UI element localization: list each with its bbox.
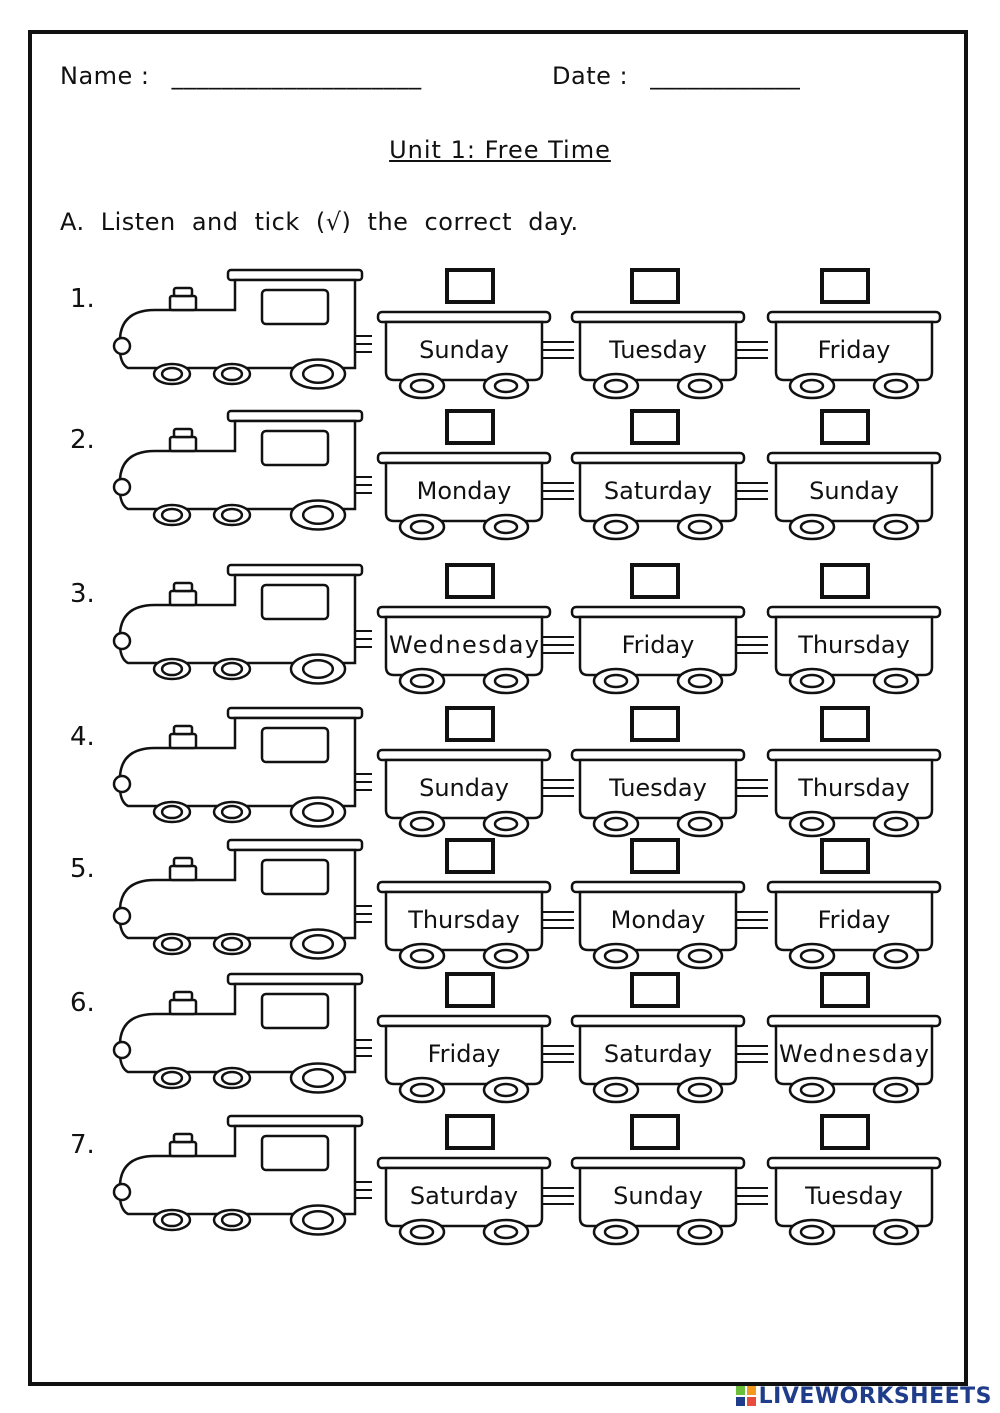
checkbox-icon[interactable]: [820, 1114, 870, 1150]
day-label: Friday: [621, 631, 695, 659]
date-blank[interactable]: ____________: [650, 62, 801, 90]
carriage-icon: [378, 605, 558, 695]
day-label: Monday: [610, 906, 706, 934]
day-label: Wednesday: [779, 1040, 929, 1068]
day-label: Wednesday: [389, 631, 539, 659]
carriage-icon: [572, 748, 752, 838]
question-number: 2.: [70, 425, 95, 455]
train-engine-icon: [110, 972, 370, 1102]
checkbox-icon[interactable]: [630, 563, 680, 599]
carriage-icon: [572, 1156, 752, 1246]
carriage-icon: [378, 451, 558, 541]
date-label: Date :: [552, 62, 629, 90]
train-engine-icon: [110, 1114, 370, 1244]
carriage-icon: [378, 748, 558, 838]
checkbox-icon[interactable]: [445, 409, 495, 445]
carriage-icon: [768, 1156, 948, 1246]
train-engine-icon: [110, 409, 370, 539]
checkbox-icon[interactable]: [445, 1114, 495, 1150]
day-label: Saturday: [603, 477, 713, 505]
carriage-icon: [768, 310, 948, 400]
question-number: 6.: [70, 988, 95, 1018]
day-label: Tuesday: [609, 336, 707, 364]
carriage-icon: [768, 1014, 948, 1104]
checkbox-icon[interactable]: [630, 706, 680, 742]
day-label: Tuesday: [805, 1182, 903, 1210]
page-title: Unit 1: Free Time: [389, 136, 611, 164]
question-number: 1.: [70, 284, 95, 314]
day-label: Friday: [817, 906, 891, 934]
train-engine-icon: [110, 706, 370, 836]
brand-text: LIVEWORKSHEETS: [758, 1383, 992, 1409]
checkbox-icon[interactable]: [820, 706, 870, 742]
name-blank[interactable]: ____________________: [171, 62, 422, 90]
checkbox-icon[interactable]: [445, 268, 495, 304]
day-label: Sunday: [613, 1182, 703, 1210]
checkbox-icon[interactable]: [630, 838, 680, 874]
day-label: Thursday: [798, 774, 910, 802]
checkbox-icon[interactable]: [820, 268, 870, 304]
carriage-icon: [768, 748, 948, 838]
day-label: Sunday: [419, 336, 509, 364]
question-number: 7.: [70, 1130, 95, 1160]
day-label: Thursday: [798, 631, 910, 659]
carriage-icon: [768, 605, 948, 695]
checkbox-icon[interactable]: [445, 972, 495, 1008]
question-number: 5.: [70, 854, 95, 884]
question-number: 4.: [70, 722, 95, 752]
name-label: Name :: [60, 62, 150, 90]
train-engine-icon: [110, 563, 370, 693]
day-label: Tuesday: [609, 774, 707, 802]
carriage-icon: [572, 880, 752, 970]
brand-footer: [735, 1383, 992, 1409]
checkbox-icon[interactable]: [820, 563, 870, 599]
carriage-icon: [378, 1156, 558, 1246]
instruction-text: A. Listen and tick (√) the correct day.: [60, 208, 579, 236]
checkbox-icon[interactable]: [445, 706, 495, 742]
carriage-icon: [572, 451, 752, 541]
day-label: Sunday: [809, 477, 899, 505]
checkbox-icon[interactable]: [445, 838, 495, 874]
checkbox-icon[interactable]: [820, 972, 870, 1008]
carriage-icon: [768, 451, 948, 541]
day-label: Thursday: [408, 906, 520, 934]
checkbox-icon[interactable]: [630, 972, 680, 1008]
day-label: Saturday: [409, 1182, 519, 1210]
question-number: 3.: [70, 579, 95, 609]
day-label: Friday: [817, 336, 891, 364]
carriage-icon: [768, 880, 948, 970]
carriage-icon: [378, 880, 558, 970]
checkbox-icon[interactable]: [630, 1114, 680, 1150]
checkbox-icon[interactable]: [630, 409, 680, 445]
carriage-icon: [378, 1014, 558, 1104]
day-label: Saturday: [603, 1040, 713, 1068]
carriage-icon: [572, 310, 752, 400]
train-engine-icon: [110, 268, 370, 398]
carriage-icon: [572, 605, 752, 695]
carriage-icon: [572, 1014, 752, 1104]
train-engine-icon: [110, 838, 370, 968]
carriage-icon: [378, 310, 558, 400]
day-label: Monday: [416, 477, 512, 505]
day-label: Friday: [427, 1040, 501, 1068]
checkbox-icon[interactable]: [820, 838, 870, 874]
liveworksheets-logo-icon: [735, 1385, 757, 1407]
checkbox-icon[interactable]: [630, 268, 680, 304]
checkbox-icon[interactable]: [445, 563, 495, 599]
day-label: Sunday: [419, 774, 509, 802]
checkbox-icon[interactable]: [820, 409, 870, 445]
